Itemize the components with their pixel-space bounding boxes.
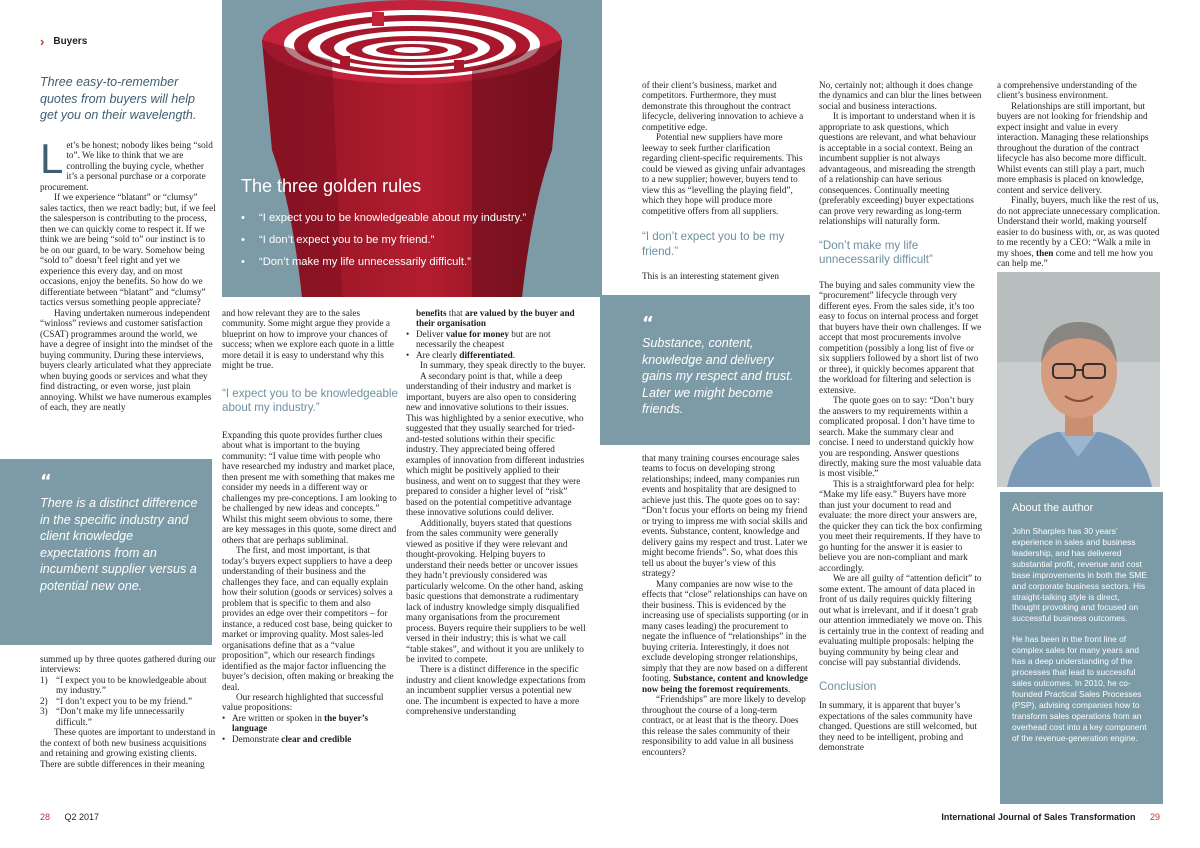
rule-item: • “I expect you to be knowledgeable about my industry.” <box>241 212 591 224</box>
paragraph: The quote goes on to say: “Don’t bury the answers to my requirements within a complicated proposal. I don’t have time to search. Make the summary clear and concise. I need to understand quickly how you are responding. Answer questions directly, making sure the most valuable data is most visible.” <box>819 395 981 479</box>
column-5 <box>819 80 984 753</box>
paragraph: The first, and most important, is that today’s buyers expect suppliers to have a deep understanding of their business and the challenges they face, and can equally explain how their solution (goods or services) solves a problem that is specific to them and also provides an edge over their competitors – for instance, a reduced cost base, being quicker to market or improving quality. Most sales-led organisations define that as a “value proposition”, which our research findings identified as the major factor influencing the buyer’s decision, often making or breaking the deal. <box>222 545 394 692</box>
subheading: “Don’t make my life unnecessarily difficult” <box>819 238 933 267</box>
quote-list <box>40 675 216 727</box>
paragraph: and how relevant they are to the sales community. Some might argue they provide a blueprint on how to improve your chances of success; when we explore each quote in a little more detail it is easy to understand why this might be true. <box>222 308 394 371</box>
article-intro: Three easy-to-remember quotes from buyers will help get you on their wavelength. <box>40 75 197 122</box>
lead-text: et’s be honest; nobody likes being “sold to”. We like to think that we are controlling the buying cycle, whether it’s a personal purchase or a corporate procurement. <box>40 140 213 192</box>
paragraph: Our research highlighted that successful value propositions: <box>222 691 384 713</box>
journal-title: International Journal of Sales Transformation <box>941 812 1136 822</box>
page-number: 29 <box>1149 812 1160 822</box>
paragraph: We are all guilty of “attention deficit” to some extent. The amount of data placed in front of us daily requires quickly filtering out what is irrelevant, and if it doesn’t grab our attention immediately we move on. This is certainly true in the context of reading and evaluating multiple proposals: helping the buying community by being clear and concise will pay substantial dividends. <box>819 573 984 668</box>
paragraph: Finally, buyers, much like the rest of us, do not appreciate unnecessary complication. Understand their world, making yourself easier to do business with, or, as was quoted to me recently by a CEO: “Walk a mile in my shoes, then come and tell me how you can help me.” <box>997 195 1161 269</box>
paragraph: It is important to understand when it is appropriate to ask questions, which questions are relevant, and what behaviour is acceptable in a social context. Being an incumbent supplier is not always advantageous, and misreading the strength of a relationship can have serious consequences. Continually meeting (preferably exceeding) buyer expectations can prove very rewarding as long-term relationships will naturally form. <box>819 111 977 227</box>
bullet-continuation: benefits that are valued by the buyer and their organisation <box>416 308 575 329</box>
bullet-item: • Demonstrate clear and credible <box>222 733 352 744</box>
quote-mark-icon: “ <box>642 313 654 334</box>
paragraph: of their client’s business, market and competitors. Furthermore, they must demonstrate this throughout the contract lifecycle, delivering innovation to achieve a competitive edge. <box>642 80 804 132</box>
paragraph: Many companies are now wise to the effects that “close” relationships can have on their business. This is evidenced by the increasing use of specialists supporting (or in many cases leading) the procurement to negate the influence of “relationships” in the buying criteria. Interestingly, it does not exclude developing stronger relationships, simply that they are now based on a different footing. Substance, content and knowledge now being the foremost requirements. <box>642 578 809 694</box>
author-paragraph: He has been in the front line of complex sales for many years and has a deep understanding of the processes that lead to successful sales outcomes. In 2010, he co-founded Practical Sales Processes (PSP), advising companies how to transform sales operations from an overhead cost into a key component of the revenue-generation engine. <box>1012 634 1147 743</box>
list-number: 1) <box>40 674 48 685</box>
paragraph: The buying and sales community view the “procurement” lifecycle through very different eyes. From the sales side, it’s too easy to focus on internal process and forget that buyers have their own challenges. If we accept that most procurements involve competition (possibly a long list of five or six suppliers followed by a short list of two or three), it quickly becomes apparent that the workload for filtering and selection is extensive. <box>819 279 982 395</box>
paragraph: a comprehensive understanding of the client’s business environment. <box>997 80 1137 101</box>
list-item <box>40 675 216 696</box>
paragraph: Potential new suppliers have more leeway to seek further clarification regarding client-specific requirements. This could be viewed as giving unfair advantages to a new supplier; however, buyers tend to view this as “levelling the playing field”, which they hope will produce more competitive offers from all suppliers. <box>642 132 806 216</box>
paragraph: If we experience “blatant” or “clumsy” sales tactics, then we react badly; but, if we feel the salesperson is contributing to the process, then we can quickly come to respect it. If we think we are being “sold to” our instinct is to be on our guard, to be wary. Somehow being “sold to” doesn’t feel right and yet we experience this every day, and on most occasions, enjoy the benefits. So how do we differentiate between “blatant” and “clumsy” tactics versus something people appreciate? <box>40 192 216 308</box>
page-number: 28 <box>40 812 51 822</box>
author-bio-box <box>1000 492 1163 804</box>
rule-item: • “I don’t expect you to be my friend.” <box>241 234 591 246</box>
list-text: “I don’t expect you to be my friend.” <box>56 695 193 706</box>
paragraph: Relationships are still important, but buyers are not looking for friendship and expect insight and value in every interaction. Managing these relationships throughout the duration of the contract lifecycle has also become more difficult. Whilst events can still play a part, much more emphasis is placed on knowledge, content and service delivery. <box>997 100 1149 195</box>
paragraph: No, certainly not; although it does change the dynamics and can blur the lines between social and business interactions. <box>819 80 982 111</box>
bullet-item: • Deliver value for money but are not necessarily the cheapest <box>406 328 551 350</box>
paragraph: Having undertaken numerous independent “winloss” reviews and customer satisfaction (CSAT) programmes around the world, we have a degree of insight into the mindset of the buying community. During these interviews, buyers clearly articulated what they appreciate when buying goods or services and what they find distracting, or even worse, just plain annoying. Whilst we have numerous examples of each, they are neatly <box>40 307 213 413</box>
paragraph: This is a straightforward plea for help: “Make my life easy.” Buyers have more than just your document to read and evaluate: the more direct your answers are, the quicker they can tick the box confirming you meet their requirements. If they have to go hunting for the answer it is easier to believe you are non-compliant and mark accordingly. <box>819 478 983 573</box>
drop-cap: L <box>40 135 64 182</box>
list-item <box>40 696 216 706</box>
lead-paragraph <box>40 135 216 192</box>
paragraph: In summary, it is apparent that buyer’s expectations of the sales community have changed. Questions are still welcomed, but they need to be intelligent, probing and demonstrate <box>819 700 977 753</box>
chevron-right-icon: › <box>40 33 45 49</box>
column-1-bottom <box>40 654 216 769</box>
pull-quote-text: There is a distinct difference in the specific industry and client knowledge expectations from an incumbent supplier versus a potential new one. <box>40 496 198 594</box>
paragraph: “Friendships” are more likely to develop throughout the course of a long-term contract, or at least that is the theory. Does this release the sales community of their responsibility to add value in all business encounters? <box>642 694 806 757</box>
bullet-item: • Are written or spoken in the buyer’s language <box>222 712 369 734</box>
quote-mark-icon: “ <box>40 471 52 492</box>
paragraph: summed up by three quotes gathered during our interviews: <box>40 654 216 675</box>
column-4-top <box>642 80 806 282</box>
list-text: “I expect you to be knowledgeable about my industry.” <box>56 674 207 696</box>
column-4-bottom <box>642 453 810 757</box>
author-photo-svg <box>997 272 1160 487</box>
rule-item: • “Don’t make my life unnecessarily difficult.” <box>241 256 591 268</box>
list-text: “Don’t make my life unnecessarily difficult.” <box>56 706 185 727</box>
pull-quote-box <box>600 295 810 445</box>
paragraph: Expanding this quote provides further clues about what is important to the buying community: “I value time with people who have researched my industry and market place, then present me with something that makes me consider my needs in a different way or challenges my pre-conceptions. I am looking to be challenged by new ideas and concepts.” Whilst this might seem obvious to some, there are key messages in this quote, some direct and others that are perhaps subliminal. <box>222 429 397 545</box>
right-folio <box>941 812 1160 822</box>
paragraph: Additionally, buyers stated that questions from the sales community were generally viewed as positive if they were relevant and thought-provoking. Helping buyers to understand their needs better or uncover issues they hadn’t previously considered was particularly welcome. On the other hand, asking basic questions that demonstrate a rudimentary lack of industry knowledge simply disqualified many organisations from the procurement process. Buyers require their suppliers to be well versed in their industry; this is what we call “table stakes”, and without it you are unlikely to be invited to compete. <box>406 517 586 664</box>
paragraph: There is a distinct difference in the specific industry and client knowledge expectations from an incumbent supplier versus a potential new one. The incumbent is expected to have a more comprehensive understanding <box>406 664 586 717</box>
left-folio <box>40 812 99 822</box>
paragraph: A secondary point is that, while a deep understanding of their industry and market is important, buyers are also open to considering new and innovative solutions to their issues. This was highlighted by a senior executive, who suggested that they usually searched for tried-and-tested solutions within their specific industry. They appreciated being offered examples of innovation from different industries which might be positively applied to their business, and went on to suggest that they were prepared to consider a higher level of “risk” based on the potential competitive advantage these innovative solutions could deliver. <box>406 370 585 518</box>
column-6 <box>997 80 1162 269</box>
pull-quote-text: Substance, content, knowledge and delivery gains my respect and trust. Later we might become friends. <box>642 336 794 417</box>
column-3 <box>406 308 586 717</box>
column-2 <box>222 308 398 744</box>
author-photo <box>997 272 1160 487</box>
author-paragraph: John Sharples has 30 years’ experience in sales and business leadership, and has delivered substantial profit, revenue and cost base improvements in both the SME and corporate business sectors. His straight-talking style is direct, thought provoking and focused on successful business outcomes. <box>1012 526 1147 624</box>
conclusion-heading: Conclusion <box>819 679 877 693</box>
column-1-top <box>40 135 216 413</box>
section-label: Buyers <box>53 35 88 47</box>
bullet-item: • Are clearly differentiated. <box>406 349 516 360</box>
section-marker <box>40 34 87 48</box>
list-number: 3) <box>40 706 48 717</box>
paragraph: This is an interesting statement given <box>642 271 780 282</box>
subheading: “I expect you to be knowledgeable about my industry.” <box>222 386 398 415</box>
list-number: 2) <box>40 695 48 706</box>
author-heading: About the author <box>1012 502 1094 514</box>
paragraph: that many training courses encourage sales teams to focus on developing strong relationships; indeed, many companies run events and hospitality that are designed to achieve just this. The quote goes on to say: “Don’t focus your efforts on being my friend or trying to impress me with social skills and events. Substance, content, knowledge and delivery gains my respect and trust. Later we might become friends”. So, what does this tell us about the buyer’s view of this strategy? <box>642 453 808 579</box>
subheading: “I don’t expect you to be my friend.” <box>642 230 785 258</box>
issue-label: Q2 2017 <box>64 812 100 822</box>
list-item <box>40 706 216 727</box>
paragraph: These quotes are important to understand in the context of both new business acquisitions and retaining and growing existing clients. There are subtle differences in their meaning <box>40 727 216 769</box>
rules-title: The three golden rules <box>241 176 422 196</box>
pull-quote-box <box>0 459 212 645</box>
rules-list <box>241 212 591 278</box>
paragraph: In summary, they speak directly to the buyer. <box>420 360 586 371</box>
